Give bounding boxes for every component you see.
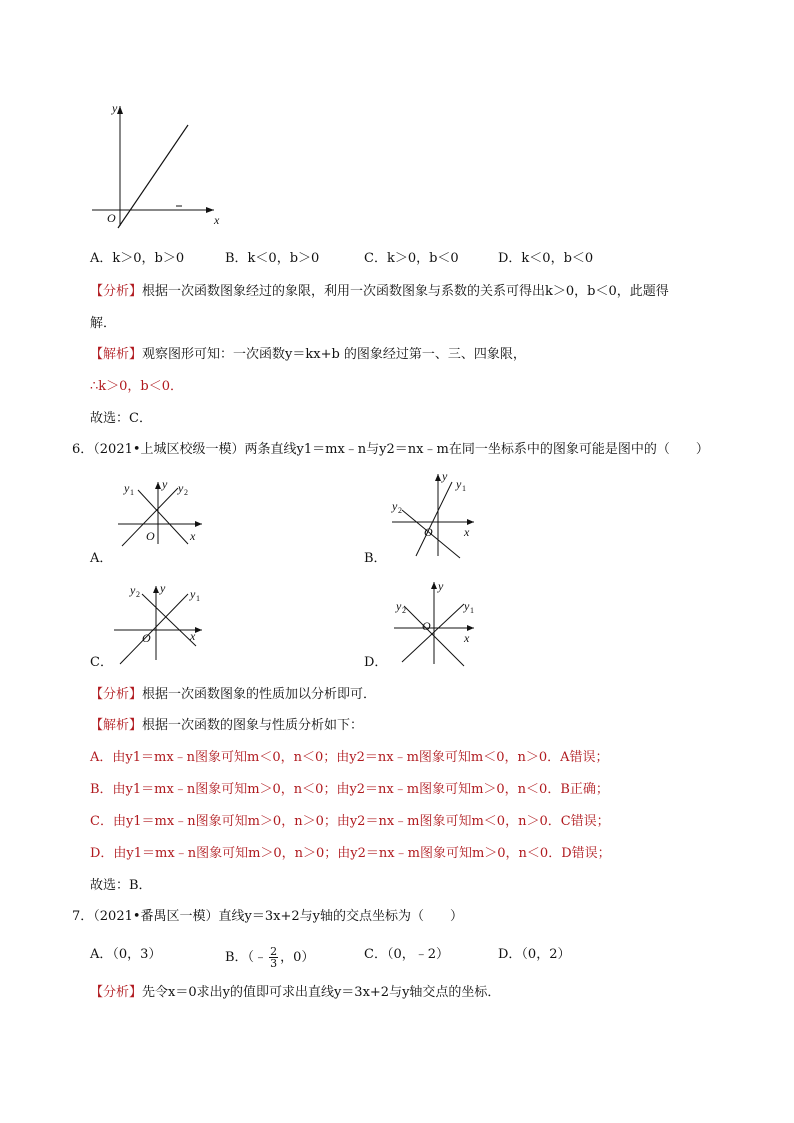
q5-choice-d: D．k＜0，b＜0 — [498, 251, 594, 266]
analysis-tag: 【分析】 — [90, 985, 143, 1000]
q7-analysis — [90, 984, 500, 1002]
svg-text:2: 2 — [402, 606, 406, 615]
solution-text: 根据一次函数的图象与性质分析如下： — [142, 718, 364, 733]
solution-tag: 【解析】 — [90, 347, 143, 362]
q6-answer: 故选：B． — [90, 878, 152, 893]
q5-solution-2: ∴k＞0，b＜0． — [90, 379, 184, 394]
q5-choice-b: B．k＜0，b＞0 — [225, 251, 320, 266]
svg-text:y: y — [392, 499, 398, 513]
svg-text:y: y — [190, 587, 196, 601]
q6-option-a-label: A． — [90, 551, 113, 566]
solution-tag: 【解析】 — [90, 718, 143, 733]
svg-text:y: y — [162, 477, 168, 491]
x-axis-label: x — [214, 213, 220, 227]
svg-text:y: y — [464, 599, 470, 613]
q6-graph-b — [388, 470, 488, 560]
q7-stem: 7．（2021•番禺区一模）直线y＝3x+2与y轴的交点坐标为（ ） — [72, 909, 463, 924]
origin-label: O — [107, 211, 116, 225]
svg-text:1: 1 — [130, 488, 134, 497]
q7-choice-d: D．（0，2） — [498, 947, 571, 962]
q6-option-d-label: D． — [364, 655, 388, 670]
q6-stem: 6．（2021•上城区校级一模）两条直线y1＝mx﹣n与y2＝nx﹣m在同一坐标系中的图象可能是图中的（ ） — [72, 442, 709, 457]
q6-graph-d — [392, 578, 492, 668]
svg-text:y: y — [442, 469, 448, 483]
svg-text:1: 1 — [470, 606, 474, 615]
svg-text:x: x — [190, 629, 196, 643]
svg-text:y: y — [124, 481, 130, 495]
analysis-text: 先令x＝0求出y的值即可求出直线y＝3x+2与y轴交点的坐标． — [142, 985, 501, 1000]
fraction-numerator: 2 — [270, 945, 278, 958]
svg-text:1: 1 — [462, 484, 466, 493]
analysis-text: 根据一次函数图象的性质加以分析即可． — [142, 687, 377, 702]
svg-text:y: y — [438, 579, 444, 593]
q6-option-b-label: B． — [364, 551, 387, 566]
fraction-denominator: 3 — [270, 957, 278, 970]
q6-graph-a — [116, 478, 206, 548]
fraction — [269, 946, 278, 969]
q6-option-c-label: C． — [90, 655, 113, 670]
svg-text:y: y — [178, 481, 184, 495]
choice-b-prefix: B．（﹣ — [225, 950, 268, 965]
q6-solution-line-d: D．由y1＝mx﹣n图象可知m＞0，n＞0；由y2＝nx﹣m图象可知m＞0，n＜0．D错误； — [90, 846, 611, 861]
svg-text:y: y — [130, 583, 136, 597]
q5-graph — [88, 98, 228, 230]
svg-text:2: 2 — [184, 488, 188, 497]
solution-text: 观察图形可知：一次函数y＝kx+b 的图象经过第一、三、四象限， — [142, 347, 526, 362]
q6-solution-line-c: C．由y1＝mx﹣n图象可知m＞0，n＞0；由y2＝nx﹣m图象可知m＜0，n＞0．C错误； — [90, 814, 610, 829]
q5-analysis-1 — [90, 283, 669, 301]
q5-analysis-2: 解． — [90, 316, 117, 331]
analysis-text: 根据一次函数图象经过的象限，利用一次函数图象与系数的关系可得出k＞0，b＜0，此题得 — [142, 284, 669, 299]
q6-solution-line-b: B．由y1＝mx﹣n图象可知m＞0，n＜0；由y2＝nx﹣m图象可知m＞0，n＜0．B正确； — [90, 782, 609, 797]
svg-text:y: y — [396, 599, 402, 613]
svg-text:O: O — [146, 529, 155, 543]
svg-text:x: x — [190, 529, 196, 543]
svg-text:x: x — [464, 525, 470, 539]
q6-solution — [90, 717, 363, 735]
svg-text:x: x — [464, 631, 470, 645]
svg-text:O: O — [422, 619, 431, 633]
analysis-tag: 【分析】 — [90, 687, 143, 702]
q5-choice-c: C．k＞0，b＜0 — [364, 251, 459, 266]
q6-analysis — [90, 686, 376, 704]
svg-text:2: 2 — [136, 590, 140, 599]
q7-choice-a: A．（0，3） — [90, 947, 162, 962]
analysis-tag: 【分析】 — [90, 284, 143, 299]
svg-text:2: 2 — [398, 506, 402, 515]
q5-solution-1 — [90, 346, 526, 364]
svg-text:y: y — [160, 581, 166, 595]
svg-text:y: y — [456, 477, 462, 491]
svg-text:1: 1 — [196, 594, 200, 603]
q6-solution-line-a: A．由y1＝mx﹣n图象可知m＜0，n＜0；由y2＝nx﹣m图象可知m＜0，n＞0．A错误； — [90, 750, 609, 765]
q5-answer: 故选：C． — [90, 411, 152, 426]
q7-choice-c: C．（0，﹣2） — [364, 947, 449, 962]
y-axis-label: y — [112, 101, 118, 115]
svg-text:O: O — [424, 525, 433, 539]
q6-graph-c — [112, 582, 212, 662]
q5-choice-a: A．k＞0，b＞0 — [90, 251, 185, 266]
svg-text:O: O — [142, 631, 151, 645]
choice-b-suffix: ，0） — [280, 950, 315, 965]
q7-choice-b — [225, 946, 314, 969]
